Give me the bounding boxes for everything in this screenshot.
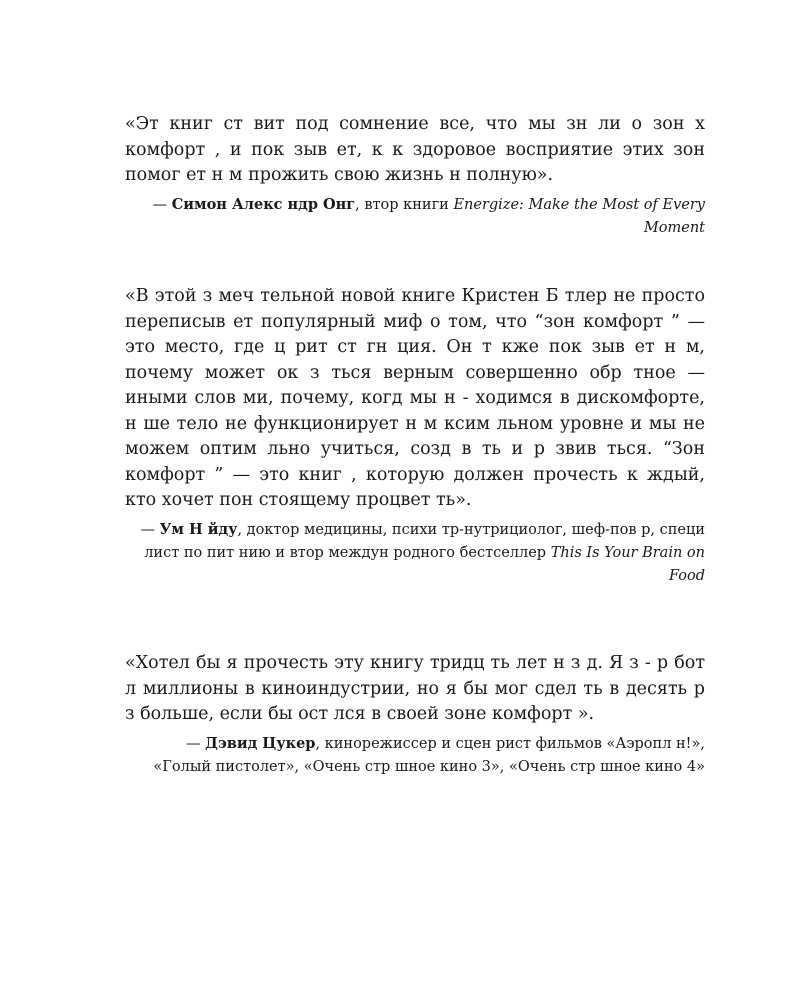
quote-block [125,112,705,240]
author-role: , втор книги [355,196,454,213]
quote-attribution [125,193,705,240]
attribution-dash: — [185,735,206,752]
attribution-dash: — [152,196,172,213]
book-title: Energize: Make the Most of Every Moment [453,196,705,236]
quote-text: «Хотел бы я прочесть эту книгу тридц ть лет н з д. Я з - р бот л миллионы в киноиндустрии, но я бы мог сдел ть в десять р з больше, если бы ост лся в своей зоне комфорт ». [125,653,705,724]
author-name: Ум Н йду [159,520,238,538]
quote-block [125,651,705,779]
quote-text: «Эт книг ст вит под сомнение все, что мы зн ли о зон х комфорт , и пок зыв ет, к к здоровое восприятие этих зон помог ет н м прожить свою жизнь н полную». [125,114,705,185]
attribution-dash: — [140,521,160,538]
author-name: Дэвид Цукер [205,734,316,752]
author-role: , доктор медицины, психи тр-нутрициолог, шеф-пов р, специ лист по пит нию и втор междун родного бестселлер [144,521,705,561]
quote-text: «В этой з меч тельной новой книге Кристен Б тлер не просто переписыв ет популярный миф о том, что “зон комфорт ” — это место, где ц рит ст гн ция. Он т кже пок зыв ет н м, почему может ок з ться верным совершенно обр тное — иными слов ми, почему, когд мы н - ходимся в дискомфорте, н ше тело не функционирует н м ксим льном уровне и мы не можем оптим льно учиться, созд в ть и р звив ться. “Зон комфорт ” — это книг , которую должен прочесть к ждый, кто хочет пон стоящему процвет ть». [125,286,705,510]
quote-attribution [125,732,705,779]
quote-block [125,284,705,588]
author-role: , кинорежиссер и сцен рист фильмов «Аэропл н!», «Голый пистолет», «Очень стр шное кино 3», «Очень стр шное кино 4» [153,735,705,775]
author-name: Симон Алекс ндр Онг [171,195,356,213]
quote-attribution [125,518,705,588]
book-title: This Is Your Brain on Food [550,544,705,584]
